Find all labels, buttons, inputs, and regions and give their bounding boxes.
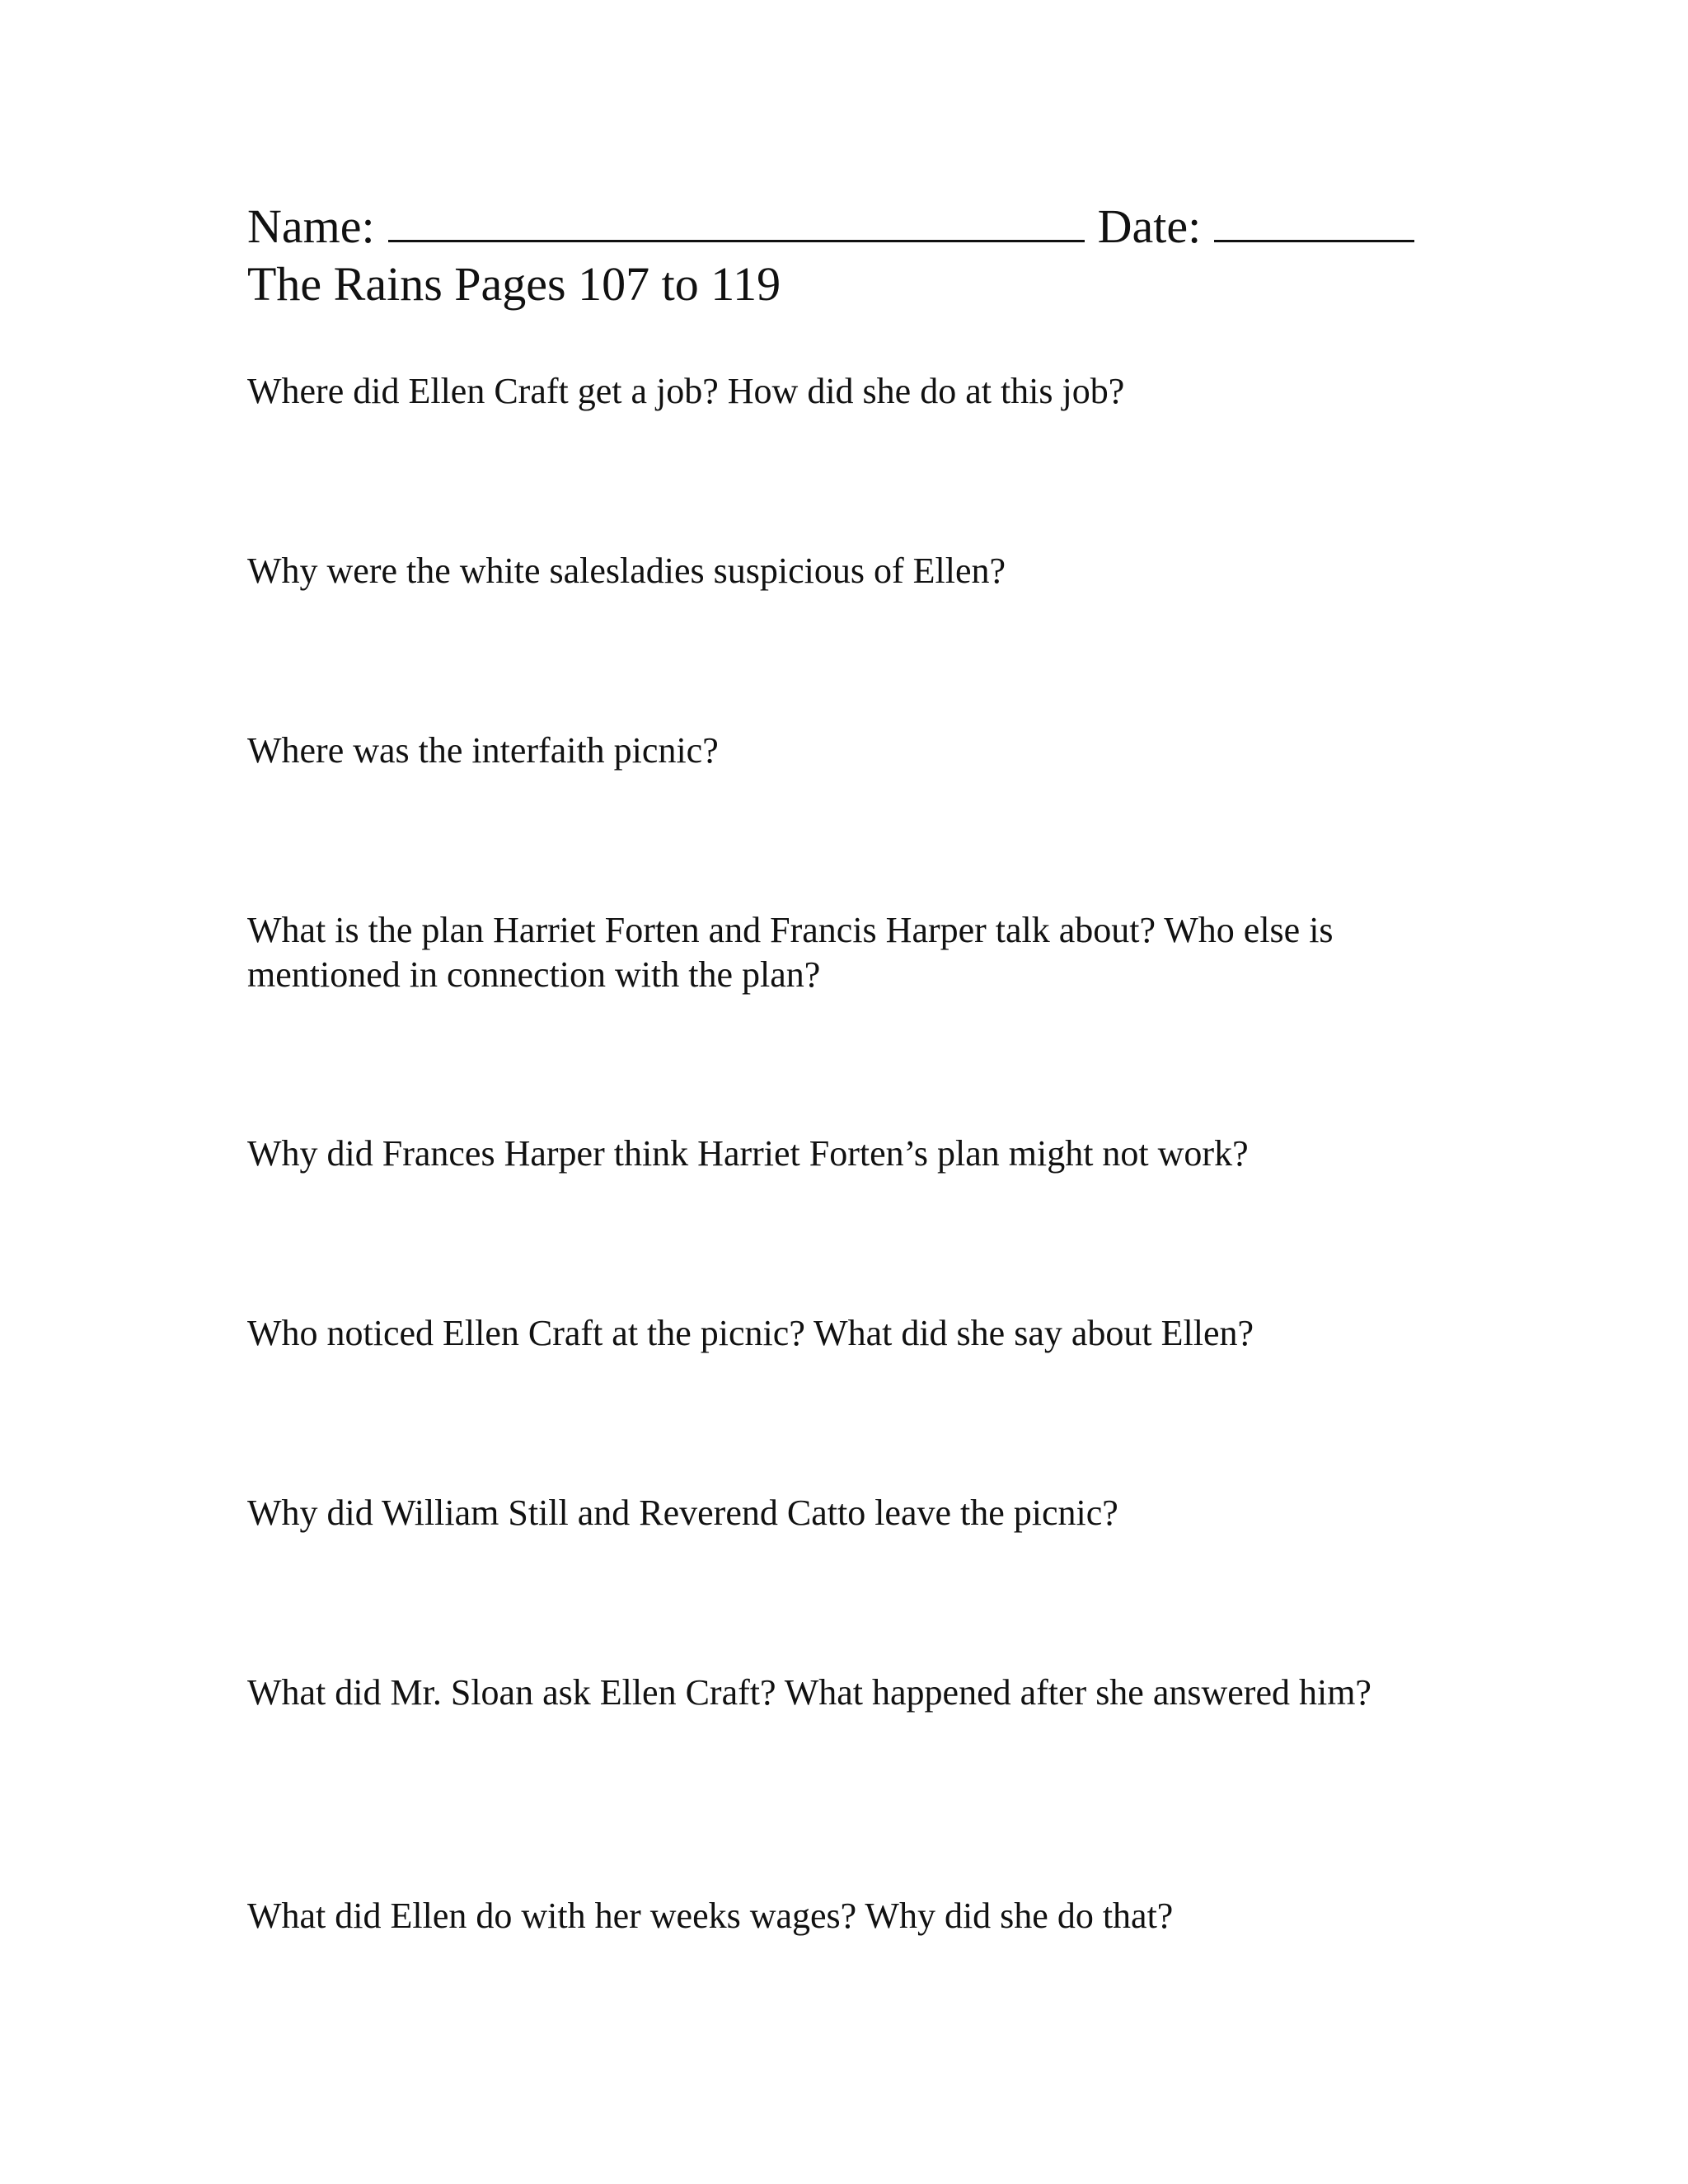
name-field[interactable]	[388, 199, 1085, 242]
date-label: Date:	[1097, 199, 1202, 253]
question-1: Where did Ellen Craft get a job? How did she do at this job?	[247, 371, 1125, 411]
question-8: What did Mr. Sloan ask Ellen Craft? What happened after she answered him?	[247, 1672, 1372, 1713]
worksheet-title: The Rains Pages 107 to 119	[247, 257, 781, 311]
name-date-line	[247, 198, 1426, 255]
question-9: What did Ellen do with her weeks wages? Why did she do that?	[247, 1896, 1174, 1936]
name-label: Name:	[247, 199, 375, 253]
question-3: Where was the interfaith picnic?	[247, 730, 719, 771]
date-field[interactable]	[1214, 199, 1414, 242]
question-6: Who noticed Ellen Craft at the picnic? What did she say about Ellen?	[247, 1313, 1254, 1353]
question-2: Why were the white salesladies suspicious of Ellen?	[247, 551, 1006, 591]
question-7: Why did William Still and Reverend Catto leave the picnic?	[247, 1493, 1118, 1533]
question-5: Why did Frances Harper think Harriet Forten’s plan might not work?	[247, 1133, 1249, 1174]
question-4: What is the plan Harriet Forten and Francis Harper talk about? Who else is mentioned in connection with the plan?	[247, 910, 1334, 995]
